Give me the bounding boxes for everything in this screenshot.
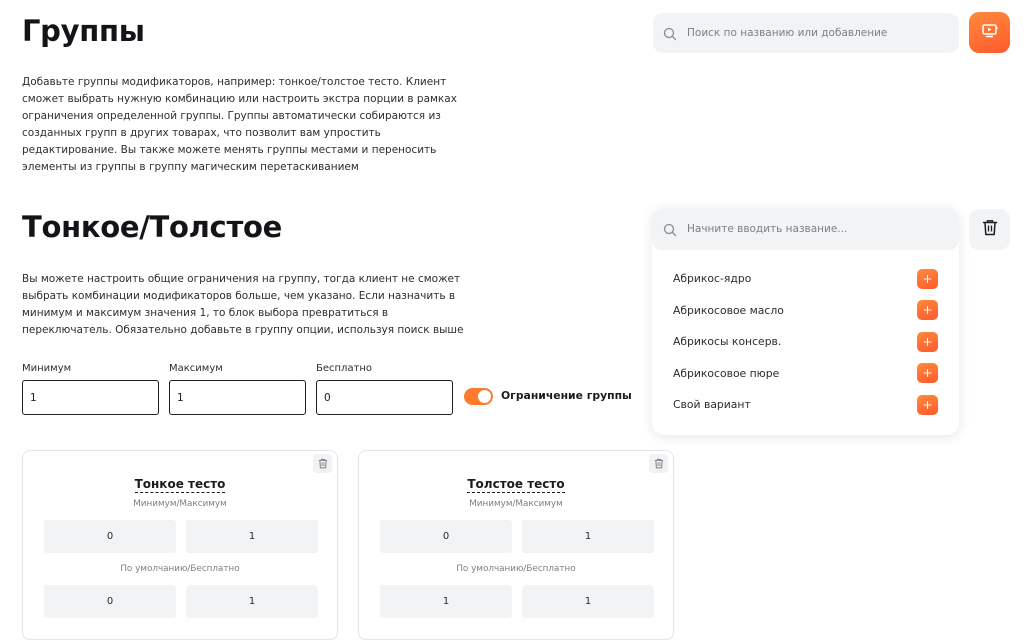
trash-icon	[654, 454, 664, 473]
option-default-field[interactable]: 1	[380, 585, 512, 618]
option-free-field[interactable]: 1	[186, 585, 318, 618]
option-min-field[interactable]: 0	[380, 520, 512, 553]
suggestion-item[interactable]	[652, 358, 959, 390]
minmax-label: Минимум/Максимум	[133, 499, 227, 509]
free-label: Бесплатно	[316, 363, 373, 374]
option-title[interactable]	[359, 473, 673, 492]
free-field[interactable]	[316, 380, 453, 415]
option-min-field[interactable]: 0	[44, 520, 176, 553]
group-description: Вы можете настроить общие ограничения на группу, тогда клиент не сможет выбрать комбинации модификаторов больше, чем указано. Если назначить в минимум и максимум значения 1, то блок выбора превратиться в переключатель. Обязательно добавьте в группу опции, используя поиск выше	[22, 273, 464, 336]
minimum-input[interactable]	[30, 392, 150, 404]
add-suggestion-button[interactable]: +	[917, 332, 938, 352]
search-icon	[663, 26, 677, 40]
suggestion-label: Абрикосовое пюре	[673, 366, 780, 380]
option-card[interactable]	[22, 450, 338, 640]
maximum-input[interactable]	[177, 392, 297, 404]
option-max-field[interactable]: 1	[522, 520, 654, 553]
delete-option-button[interactable]	[313, 454, 332, 473]
trash-icon	[982, 219, 998, 240]
minmax-label: Минимум/Максимум	[469, 499, 563, 509]
page-title: Группы	[22, 14, 145, 48]
suggestion-label: Абрикосы консерв.	[673, 335, 782, 349]
top-search-input[interactable]	[687, 27, 947, 39]
minimum-label: Минимум	[22, 363, 72, 374]
search-icon	[663, 222, 677, 236]
modifier-search-bar[interactable]	[652, 208, 959, 250]
default-free-label: По умолчанию/Бесплатно	[456, 564, 576, 574]
add-suggestion-button[interactable]: +	[917, 395, 938, 415]
top-search-bar[interactable]	[653, 13, 959, 53]
page-description: Добавьте группы модификаторов, например: тонкое/толстое тесто. Клиент сможет выбрать нужную комбинацию или настроить экстра порции в рамках ограничения определенной группы. Группы автоматически собираются из созданных групп в других товарах, что позволит вам упростить редактирование. Вы также можете менять группы местами и переносить элементы из группы в группу магическим перетаскиванием	[22, 76, 457, 173]
free-input[interactable]	[324, 392, 444, 404]
toggle-knob	[478, 390, 491, 403]
maximum-field[interactable]	[169, 380, 306, 415]
group-limit-toggle[interactable]	[464, 388, 493, 405]
trash-icon	[318, 454, 328, 473]
suggestion-list	[652, 263, 959, 421]
modifier-search-input[interactable]	[687, 223, 947, 235]
option-title-text[interactable]: Толстое тесто	[467, 477, 565, 491]
delete-option-button[interactable]	[649, 454, 668, 473]
option-max-field[interactable]: 1	[186, 520, 318, 553]
add-suggestion-button[interactable]: +	[917, 363, 938, 383]
suggestion-item[interactable]	[652, 295, 959, 327]
add-suggestion-button[interactable]: +	[917, 300, 938, 320]
option-default-field[interactable]: 0	[44, 585, 176, 618]
suggestion-item[interactable]	[652, 326, 959, 358]
group-title: Тонкое/Толстое	[22, 210, 282, 244]
suggestion-label: Абрикос-ядро	[673, 272, 752, 286]
option-free-field[interactable]: 1	[522, 585, 654, 618]
option-title[interactable]	[23, 473, 337, 492]
suggestion-label: Абрикосовое масло	[673, 303, 784, 317]
tv-icon	[981, 23, 999, 43]
suggestion-label: Свой вариант	[673, 398, 751, 412]
delete-group-button[interactable]	[969, 209, 1010, 250]
suggestion-item[interactable]	[652, 389, 959, 421]
option-title-text[interactable]: Тонкое тесто	[134, 477, 226, 491]
tv-button[interactable]	[969, 12, 1010, 53]
add-suggestion-button[interactable]: +	[917, 269, 938, 289]
group-limit-label: Ограничение группы	[501, 389, 632, 402]
suggestion-item[interactable]	[652, 263, 959, 295]
option-card[interactable]	[358, 450, 674, 640]
minimum-field[interactable]	[22, 380, 159, 415]
default-free-label: По умолчанию/Бесплатно	[120, 564, 240, 574]
maximum-label: Максимум	[169, 363, 223, 374]
modifier-search-dropdown	[652, 208, 959, 435]
